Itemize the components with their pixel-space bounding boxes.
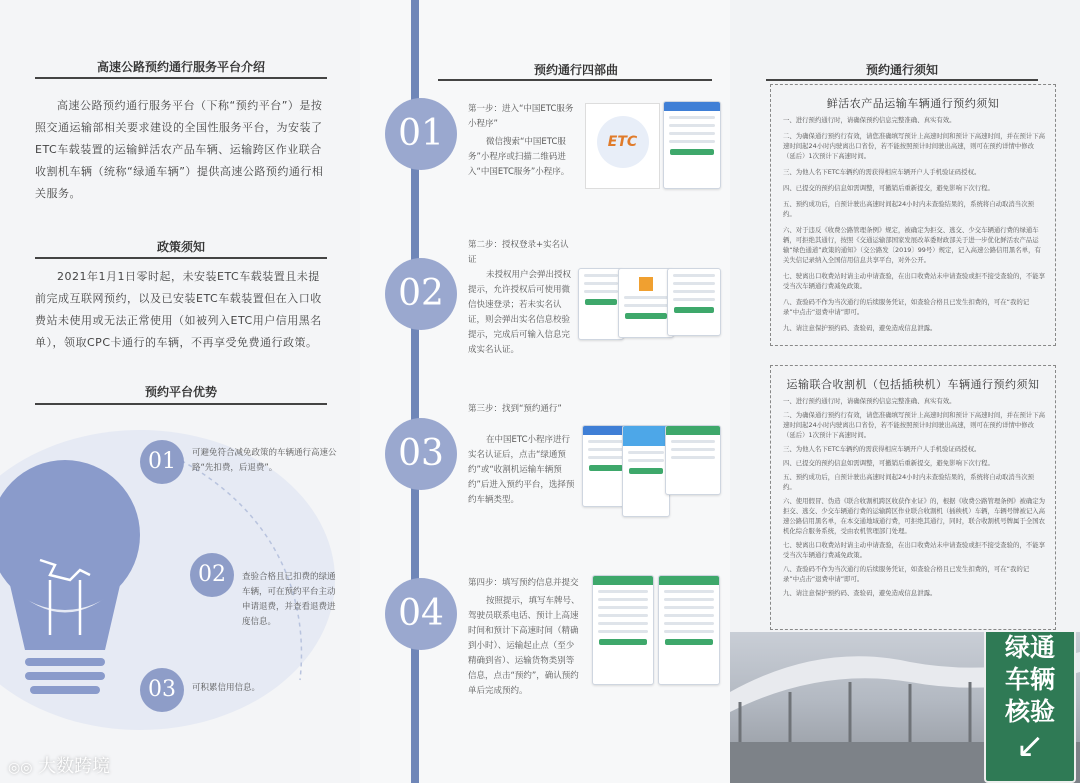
sign-text: 绿通车辆核验	[1004, 633, 1055, 726]
step-heading-3: 第三步：找到“预约通行”	[468, 404, 562, 414]
notice-item: 六、使用假冒、伪造《联合收割机跨区收获作业证》的，根据《收费公路管理条例》被确定为拒交、逃交、少交车辆通行费的运输跨区作业联合收割机（插秧机）车辆，车辆号牌被记入高速公路信用黑名单，在本交通地域通行费，可拒绝其通行，同时，联合收割机号牌属于全国农机化综合服务系统，受由农机管理部门处理。	[783, 497, 1046, 535]
screenshot-reserve-3	[665, 425, 721, 495]
panel-intro	[0, 0, 360, 783]
notice-item: 八、查验码不作为当次通行的后续服务凭证，如查验合格且已发生扣费的，可在“我的记录”中点击“退费申请”即可。	[783, 298, 1030, 316]
step-number-4: 04	[385, 578, 457, 650]
advantage-text-1: 可避免符合减免政策的车辆通行高速公路“先扣费，后退费”。	[192, 448, 337, 473]
notice-item: 九、请注意保护预约码、查验码，避免造成信息泄露。	[783, 589, 937, 597]
notice-item: 二、为确保通行预约行有效，请您准确填写预计上高速时间和预计下高速时间，并在预计下高速时间起24小时内驶离出口省份，若不能按照预计时间驶出高速，则可在预约详情中修改（延后）1次预计下高速时间。	[783, 132, 1046, 160]
notice-item: 三、为他人名下ETC车辆约的需获得相应车辆开户人手机验证码授权。	[783, 445, 981, 453]
notice-item: 五、预约成功后，自预计驶出高速时间起24小时内未查验结果的，系统将自动取消当次预约。	[783, 473, 1034, 491]
intro-title: 高速公路预约通行服务平台介绍	[96, 60, 265, 74]
screenshot-form-2	[658, 575, 720, 685]
policy-title: 政策须知	[156, 240, 205, 254]
notice-box-harvester-title: 运输联合收割机（包括插秧机）车辆通行预约须知	[786, 378, 1040, 391]
notice-item: 七、驶离出口收费站时请主动申请查验，在出口收费站未申请查验或拒不接受查验的，不能享受当次车辆通行费减免政策。	[783, 541, 1046, 559]
etc-logo-icon: ETC	[597, 116, 649, 168]
notice-item: 九、请注意保护预约码、查验码，避免造成信息泄露。	[783, 324, 937, 332]
screenshot-reserve-2	[622, 425, 670, 517]
advantages-title: 预约平台优势	[144, 385, 217, 399]
step-text-2: 未授权用户会弹出授权提示，允许授权后可使用微信快速登录；若未实名认证，则会弹出实名信息校验提示，完成后可输入信息完成实名认证。	[468, 270, 572, 355]
notice-box-harvester-list	[783, 396, 1045, 602]
notice-item: 一、进行预约通行时，请确保预约信息完整准确、真实有效。	[783, 397, 956, 405]
step-text-3: 在中国ETC小程序进行实名认证后，点击“绿通预约”或“收割机运输车辆预约”后进入预约平台，选择预约车辆类型。	[468, 435, 575, 505]
step-number-1: 01	[385, 98, 457, 170]
notice-item: 一、进行预约通行时，请确保预约信息完整准确、真实有效。	[783, 116, 956, 124]
screenshot-form-1	[592, 575, 654, 685]
step-number-2: 02	[385, 258, 457, 330]
advantage-number-2: 02	[190, 553, 234, 597]
step-heading-2: 第二步：授权登录+实名认证	[468, 240, 569, 265]
intro-rule	[35, 77, 327, 79]
notice-box-harvester	[770, 365, 1056, 630]
step-text-4: 按照提示，填写车牌号、驾驶员联系电话、预计上高速时间和预计下高速时间（精确到小时）、运输起止点（至少精确到省）、运输货物类别等信息，点击“预约”，确认预约单后完成预约。	[468, 596, 580, 696]
panel-steps	[360, 0, 730, 783]
advantage-text-2: 查验合格且已扣费的绿通车辆，可在预约平台主动申请退费，并查看退费进度信息。	[242, 572, 336, 627]
notice-item: 七、驶离出口收费站时请主动申请查验，在出口收费站未申请查验或拒不接受查验的，不能享受当次车辆通行费减免政策。	[783, 272, 1046, 290]
screenshot-miniprogram	[663, 101, 721, 189]
step-heading-4: 第四步：填写预约信息并提交	[468, 578, 579, 588]
policy-text: 2021年1月1日零时起，未安装ETC车载装置且未提前完成互联网预约，以及已安装ETC车载装置但在入口收费站未使用或无法正常使用（如被列入ETC用户信用黑名单），领取CPC卡通行的车辆，不再享受免费通行政策。	[35, 270, 322, 349]
watermark	[8, 752, 110, 778]
notices-rule	[766, 79, 1038, 81]
step-text-1: 微信搜索“中国ETC服务”小程序或扫描二维码进入“中国ETC服务”小程序。	[468, 137, 570, 177]
screenshot-auth-3	[667, 268, 721, 336]
notice-item: 四、已提交的预约信息如需调整，可撤销后重新提交，避免影响下次行程。	[783, 459, 994, 467]
sign-arrow-icon: ↙	[1015, 726, 1045, 766]
step-heading-1: 第一步：进入“中国ETC服务小程序”	[468, 104, 574, 129]
notice-item: 五、预约成功后，自预计驶出高速时间起24小时内未查验结果的，系统将自动取消当次预约。	[783, 200, 1034, 218]
screenshot-auth-2	[618, 268, 674, 338]
steps-title: 预约通行四部曲	[533, 63, 618, 77]
watermark-logo-icon: ◎◎	[8, 760, 33, 776]
notice-box-fresh-produce	[770, 84, 1056, 346]
intro-text: 高速公路预约通行服务平台（下称“预约平台”）是按照交通运输部相关要求建设的全国性服务平台，为安装了ETC车载装置的运输鲜活农产品车辆、运输跨区作业联合收割机车辆（统称“绿通车辆”）提供高速公路预约通行相关服务。	[35, 99, 324, 200]
notices-title: 预约通行须知	[865, 63, 938, 77]
watermark-text: 大数跨境	[38, 756, 111, 777]
notice-item: 二、为确保通行预约行有效，请您准确填写预计上高速时间和预计下高速时间，并在预计下高速时间起24小时内驶离出口省份，若不能按照预计时间驶出高速，则可在预约详情中修改（延后）1次预计下高速时间。	[783, 411, 1046, 439]
steps-rule	[438, 79, 712, 81]
notice-box-fresh-title: 鲜活农产品运输车辆通行预约须知	[826, 97, 1000, 110]
step-number-3: 03	[385, 418, 457, 490]
qr-code	[585, 103, 660, 189]
notice-item: 三、为他人名下ETC车辆约的需获得相应车辆开户人手机验证码授权。	[783, 168, 981, 176]
advantage-text-3: 可积累信用信息。	[192, 683, 261, 693]
advantages-rule	[35, 403, 327, 405]
panel-notices	[730, 0, 1080, 783]
notice-item: 四、已提交的预约信息如需调整，可撤销后重新提交，避免影响下次行程。	[783, 184, 994, 192]
notice-box-fresh-list	[783, 115, 1045, 339]
notice-item: 八、查验码不作为当次通行的后续服务凭证，如查验合格且已发生扣费的，可在“我的记录”中点击“退费申请”即可。	[783, 565, 1030, 583]
advantage-number-3: 03	[140, 668, 184, 712]
green-road-sign	[984, 632, 1076, 783]
advantage-number-1: 01	[140, 440, 184, 484]
notice-item: 六、对于违反《收费公路管理条例》规定，被确定为拒交、逃交、少交车辆通行费的绿通车辆，可拒绝其通行，按照《交通运输部国家发展改革委财政部关于进一步优化鲜活农产品运输“绿色通道”政策的通知》（交公路发〔2019〕99号）规定，记入高速公路信用黑名单，有关失信记录纳入全国信用信息共享平台，对外公开。	[783, 226, 1041, 264]
policy-rule	[35, 257, 327, 259]
toll-station-photo	[730, 632, 1080, 783]
